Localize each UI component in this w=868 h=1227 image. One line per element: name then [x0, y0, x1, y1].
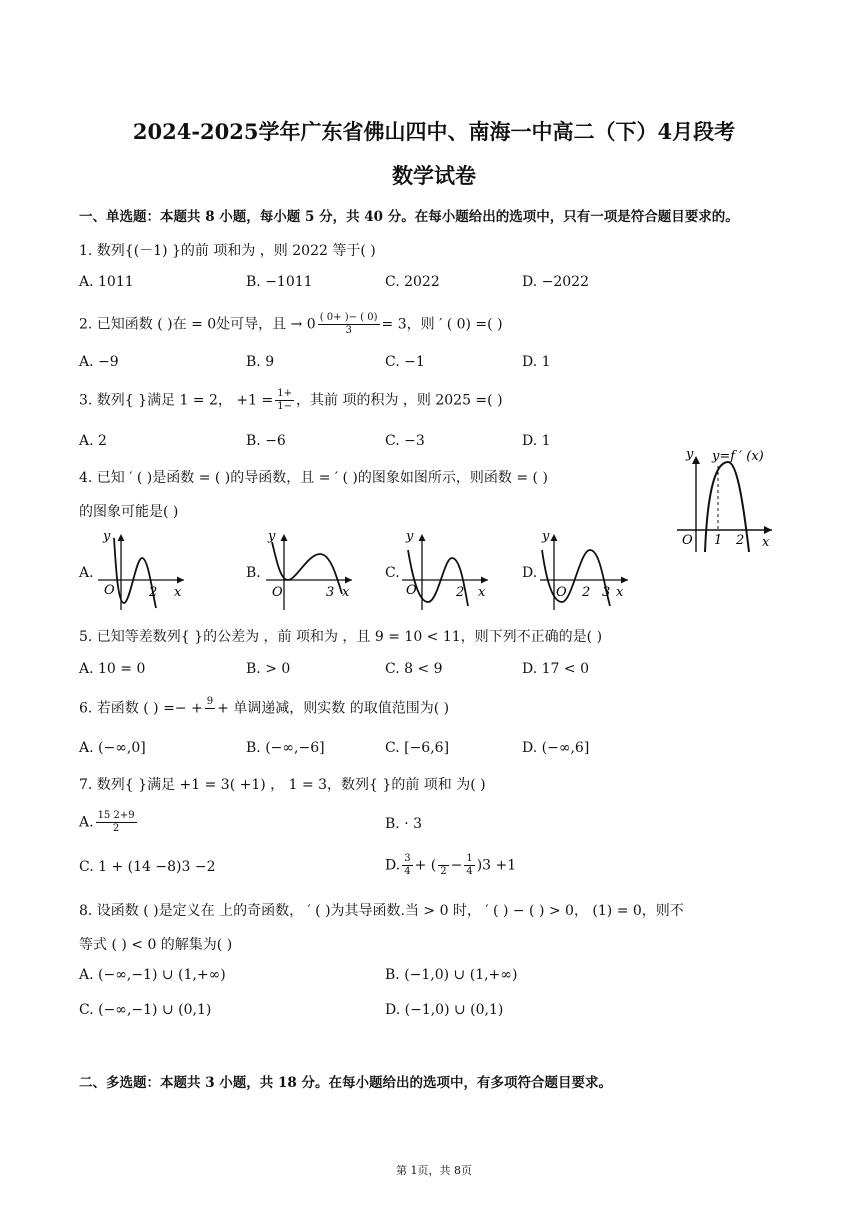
- q4-graph-a: [94, 528, 189, 612]
- q7-d-num1: 3: [404, 853, 411, 864]
- q3-stem-a: 3. 数列{ }满足 1 = 2， +1 =: [79, 392, 274, 409]
- q7-d-mid: + (: [414, 857, 437, 874]
- q3-option-c: C. −3: [385, 433, 425, 449]
- derivative-y-label: y: [686, 447, 694, 462]
- graph-c-y-arrow: [419, 534, 426, 541]
- q7-option-a-fraction: [96, 810, 137, 835]
- q3-frac-num: 1+: [277, 388, 292, 399]
- q2-frac-num: ( 0+ )− ( 0): [319, 312, 378, 323]
- q1-option-c: C. 2022: [385, 274, 440, 290]
- q7-option-a: [79, 810, 139, 835]
- q5-option-c: C. 8 < 9: [385, 661, 443, 677]
- q6-fraction: [205, 696, 215, 721]
- q8-line1: 8. 设函数 ( )是定义在 上的奇函数， ′ ( )为其导函数.当 > 0 时， ′ ( ) − ( ) > 0， (1) = 0，则不: [79, 903, 684, 919]
- q7-option-b: B. · 3: [385, 816, 422, 832]
- q3-option-a: A. 2: [79, 433, 107, 449]
- graph-c-x-label: x: [478, 585, 486, 600]
- q2-option-d: D. 1: [522, 354, 551, 370]
- graph-a-y-arrow: [118, 534, 125, 541]
- q6-option-b: B. (−∞,−6]: [246, 740, 325, 756]
- q7-option-c: C. 1 + (14 −8)3 −2: [79, 859, 216, 875]
- q8-option-c: C. (−∞,−1) ∪ (0,1): [79, 1002, 212, 1018]
- q2-option-c: C. −1: [385, 354, 425, 370]
- graph-d-curve: [542, 550, 610, 606]
- graph-b-y-arrow: [281, 534, 288, 541]
- q8-line2: 等式 ( ) < 0 的解集为( ): [79, 937, 233, 953]
- derivative-tick-1: 1: [714, 533, 723, 548]
- q2-frac-den: 3: [345, 325, 352, 336]
- q4-option-a: A.: [79, 565, 94, 581]
- section1-heading: 一、单选题：本题共 8 小题，每小题 5 分，共 40 分。在每小题给出的选项中，只有一项是符合题目要求的。: [79, 209, 739, 225]
- q6-frac-num: 9: [206, 696, 214, 707]
- q7-stem: 7. 数列{ }满足 +1 = 3( +1) ， 1 = 3，数列{ }的前 项和 为( ): [79, 777, 486, 793]
- q8-option-d: D. (−1,0) ∪ (0,1): [385, 1002, 504, 1018]
- q1-option-b: B. −1011: [246, 274, 313, 290]
- graph-b-origin-label: O: [272, 585, 283, 600]
- derivative-x-arrow: [764, 526, 772, 534]
- q3-option-d: D. 1: [522, 433, 551, 449]
- q4-graph-b: [262, 528, 357, 612]
- q6-option-d: D. (−∞,6]: [522, 740, 590, 756]
- q4-line1: 4. 已知 ′ ( )是函数 = ( )的导函数，且 = ′ ( )的图象如图所示，则函数 = ( ): [79, 470, 548, 486]
- q3-stem-b: ，其前 项的积为 ，则 2025 =( ): [296, 392, 503, 409]
- q7-option-a-label: A.: [79, 814, 94, 831]
- graph-d-x-label: x: [616, 585, 624, 600]
- q2-stem-a: 2. 已知函数 ( )在 = 0处可导，且 → 0: [79, 316, 316, 333]
- graph-a-tick-2: 2: [149, 585, 158, 600]
- q4-option-d: D.: [522, 565, 538, 581]
- q2-fraction: [318, 312, 380, 337]
- graph-d-x-arrow: [621, 577, 628, 584]
- derivative-function-label: y=f ′ (x): [712, 449, 764, 464]
- graph-d-y-label: y: [542, 529, 550, 544]
- q5-option-b: B. > 0: [246, 661, 291, 677]
- q5-option-a: A. 10 = 0: [79, 661, 146, 677]
- q7-d-post: )3 +1: [476, 857, 517, 874]
- q4-graph-c: [398, 528, 493, 612]
- q5-stem: 5. 已知等差数列{ }的公差为 ，前 项和为 ，且 9 = 10 < 11，则下列不正确的是( ): [79, 629, 603, 645]
- q7-a-den: 2: [112, 823, 120, 834]
- graph-c-x-arrow: [481, 577, 488, 584]
- q3-fraction: [275, 388, 294, 413]
- graph-c-tick-2: 2: [456, 585, 465, 600]
- q7-d-frac3: [464, 853, 474, 878]
- q7-option-d-label: D.: [385, 857, 401, 874]
- q1-option-a: A. 1011: [79, 274, 134, 290]
- q4-option-b: B.: [246, 565, 261, 581]
- q1-stem: 1. 数列{(－1) }的前 项和为 ，则 2022 等于( ): [79, 243, 376, 259]
- q8-option-a: A. (−∞,−1) ∪ (1,+∞): [79, 967, 226, 983]
- page-footer: 第 1页，共 8页: [396, 1164, 472, 1177]
- q7-option-d: [385, 853, 516, 878]
- section2-heading: 二、多选题：本题共 3 小题，共 18 分。在每小题给出的选项中，有多项符合题目要求。: [79, 1075, 612, 1091]
- q7-d-den3: 4: [466, 866, 473, 877]
- q7-d-den2: 2: [440, 866, 447, 877]
- graph-b-x-label: x: [342, 585, 350, 600]
- q5-option-d: D. 17 < 0: [522, 661, 589, 677]
- graph-b-y-label: y: [268, 529, 276, 544]
- graph-d-tick-2: 2: [582, 585, 591, 600]
- q3-option-b: B. −6: [246, 433, 286, 449]
- q4-option-c: C.: [385, 565, 400, 581]
- q6-option-a: A. (−∞,0]: [79, 740, 146, 756]
- graph-a-x-label: x: [174, 585, 182, 600]
- q6-frac-den: [205, 709, 215, 721]
- graph-b-x-arrow: [345, 577, 352, 584]
- q1-option-d: D. −2022: [522, 274, 589, 290]
- q7-a-num: 15 2+9: [97, 810, 135, 821]
- derivative-x-label: x: [762, 535, 770, 550]
- q4-line2: 的图象可能是( ): [79, 504, 179, 520]
- graph-c-y-label: y: [406, 529, 414, 544]
- q3-stem: [79, 388, 503, 413]
- q6-stem: [79, 696, 449, 721]
- graph-d-y-arrow: [551, 534, 558, 541]
- graph-d-origin-label: O: [556, 585, 567, 600]
- q2-option-a: A. −9: [79, 354, 119, 370]
- q8-option-b: B. (−1,0) ∪ (1,+∞): [385, 967, 518, 983]
- q2-stem-b: = 3，则 ′ ( 0) =( ): [381, 316, 503, 333]
- q7-d-frac2: [438, 853, 448, 878]
- q6-option-c: C. [−6,6]: [385, 740, 450, 756]
- q7-d-frac1: [402, 853, 412, 878]
- graph-d-tick-3: 3: [602, 585, 611, 600]
- graph-a-y-label: y: [103, 529, 111, 544]
- q4-graph-d: [536, 528, 636, 612]
- graph-a-x-arrow: [177, 577, 184, 584]
- graph-a-origin-label: O: [104, 583, 115, 598]
- exam-subtitle: 数学试卷: [392, 163, 476, 188]
- q6-stem-a: 6. 若函数 ( ) =− +: [79, 700, 203, 717]
- q6-stem-b: + 单调递减，则实数 的取值范围为( ): [217, 700, 450, 717]
- q3-frac-den: 1−: [277, 401, 292, 412]
- derivative-figure: [672, 444, 782, 554]
- exam-title: 2024-2025学年广东省佛山四中、南海一中高二（下）4月段考: [132, 119, 736, 144]
- q2-option-b: B. 9: [246, 354, 275, 370]
- derivative-tick-2: 2: [736, 533, 745, 548]
- q2-stem: [79, 312, 503, 337]
- graph-b-tick-3: 3: [326, 585, 335, 600]
- q7-d-minus: −: [450, 857, 463, 874]
- q7-d-den1: 4: [404, 866, 411, 877]
- derivative-origin-label: O: [682, 533, 693, 548]
- q7-d-num3: 1: [466, 853, 473, 864]
- q7-d-num2: [438, 853, 448, 866]
- graph-c-origin-label: O: [406, 583, 417, 598]
